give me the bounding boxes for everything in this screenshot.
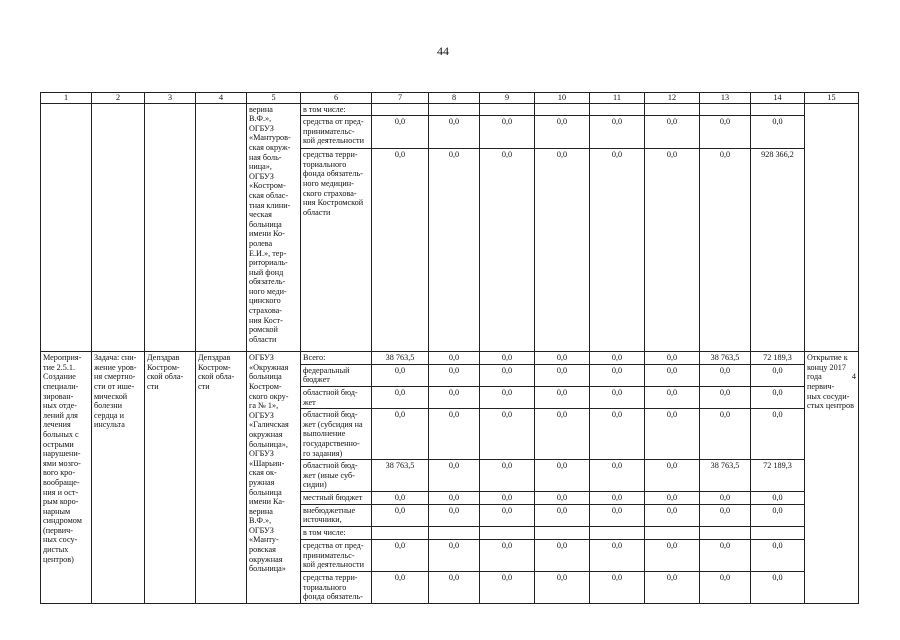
funding-source-cell: областной бюд- жет (иные суб- сидии)	[301, 460, 372, 492]
value-cell: 0,0	[590, 492, 645, 505]
value-cell: 0,0	[535, 539, 590, 571]
measure-cell: Мероприя- тие 2.5.1. Создание специали- зирован- ных отде- лений для лечения больных с острыми нарушени- ями мозго- вого кро- вообраще- ния и ост- рым коро- нарным синдромом (первич- ных сосу- дистых центров)	[41, 352, 92, 604]
value-cell: 0,0	[535, 352, 590, 365]
value-cell: 0,0	[700, 504, 751, 526]
value-cell: 0,0	[590, 409, 645, 460]
value-cell: 0,0	[700, 116, 751, 149]
value-cell: 0,0	[645, 364, 700, 386]
column-number: 1	[41, 93, 92, 104]
value-cell: 0,0	[480, 364, 535, 386]
funding-source-cell: федеральный бюджет	[301, 364, 372, 386]
value-cell: 0,0	[590, 539, 645, 571]
value-cell	[480, 526, 535, 539]
value-cell: 0,0	[751, 386, 805, 408]
empty-cell	[92, 103, 145, 352]
column-number: 15	[805, 93, 859, 104]
value-cell	[429, 526, 480, 539]
value-cell: 0,0	[372, 492, 429, 505]
value-cell: 0,0	[751, 492, 805, 505]
value-cell: 0,0	[700, 364, 751, 386]
value-cell: 0,0	[751, 116, 805, 149]
value-cell: 0,0	[480, 386, 535, 408]
value-cell: 0,0	[429, 571, 480, 603]
value-cell: 0,0	[480, 149, 535, 352]
value-cell: 0,0	[751, 571, 805, 603]
column-number: 5	[247, 93, 301, 104]
empty-cell	[145, 103, 196, 352]
value-cell: 0,0	[372, 116, 429, 149]
value-cell	[535, 526, 590, 539]
value-cell: 0,0	[751, 409, 805, 460]
value-cell: 0,0	[429, 409, 480, 460]
value-cell: 0,0	[372, 364, 429, 386]
value-cell: 0,0	[590, 352, 645, 365]
value-cell: 0,0	[590, 571, 645, 603]
column-number: 12	[645, 93, 700, 104]
value-cell: 0,0	[645, 571, 700, 603]
program-table	[40, 92, 859, 604]
page-number: 44	[437, 44, 449, 58]
value-cell: 38 763,5	[700, 352, 751, 365]
value-cell: 0,0	[372, 409, 429, 460]
value-cell: 0,0	[590, 116, 645, 149]
value-cell: 0,0	[429, 460, 480, 492]
empty-cell	[196, 103, 247, 352]
value-cell: 0,0	[429, 116, 480, 149]
coexecutor-cell: Депздрав Костром- ской обла- сти	[196, 352, 247, 604]
value-cell	[480, 103, 535, 116]
funding-source-cell: внебюджетные источники,	[301, 504, 372, 526]
value-cell: 0,0	[590, 149, 645, 352]
value-cell: 0,0	[429, 386, 480, 408]
column-number: 11	[590, 93, 645, 104]
value-cell: 0,0	[372, 149, 429, 352]
value-cell: 928 366,2	[751, 149, 805, 352]
value-cell: 0,0	[429, 492, 480, 505]
value-cell: 0,0	[645, 460, 700, 492]
column-number: 7	[372, 93, 429, 104]
value-cell: 0,0	[751, 364, 805, 386]
funding-source-cell: областной бюд- жет	[301, 386, 372, 408]
column-number: 2	[92, 93, 145, 104]
value-cell: 0,0	[751, 539, 805, 571]
value-cell: 0,0	[480, 460, 535, 492]
funding-source-cell: средства от пред- принимательс- кой деятельности	[301, 116, 372, 149]
table-row	[41, 352, 859, 365]
value-cell: 0,0	[535, 492, 590, 505]
value-cell: 0,0	[535, 386, 590, 408]
value-cell: 72 189,3	[751, 460, 805, 492]
value-cell	[535, 103, 590, 116]
funding-source-cell: Всего:	[301, 352, 372, 365]
value-cell: 0,0	[645, 149, 700, 352]
value-cell: 0,0	[535, 116, 590, 149]
value-cell	[751, 103, 805, 116]
value-cell: 0,0	[429, 504, 480, 526]
value-cell: 0,0	[535, 504, 590, 526]
value-cell: 0,0	[429, 539, 480, 571]
value-cell: 38 763,5	[700, 460, 751, 492]
column-number: 6	[301, 93, 372, 104]
value-cell	[700, 526, 751, 539]
value-cell: 0,0	[535, 364, 590, 386]
value-cell	[645, 526, 700, 539]
value-cell	[645, 103, 700, 116]
value-cell: 0,0	[480, 409, 535, 460]
value-cell: 38 763,5	[372, 352, 429, 365]
value-cell: 0,0	[700, 149, 751, 352]
value-cell: 0,0	[372, 386, 429, 408]
value-cell	[590, 526, 645, 539]
value-cell: 0,0	[700, 492, 751, 505]
funding-source-cell: в том числе:	[301, 103, 372, 116]
column-number: 3	[145, 93, 196, 104]
value-cell: 0,0	[645, 539, 700, 571]
value-cell	[700, 103, 751, 116]
value-cell: 38 763,5	[372, 460, 429, 492]
value-cell: 0,0	[590, 504, 645, 526]
value-cell: 0,0	[645, 492, 700, 505]
funding-source-cell: местный бюджет	[301, 492, 372, 505]
column-number: 9	[480, 93, 535, 104]
value-cell: 0,0	[700, 409, 751, 460]
column-numbers-row	[41, 93, 859, 104]
value-cell: 0,0	[590, 386, 645, 408]
column-number: 14	[751, 93, 805, 104]
task-cell: Задача: сни- жение уров- ня смертно- сти от ише- мической болезни сердца и инсульта	[92, 352, 145, 604]
table-row	[41, 103, 859, 116]
value-cell: 0,0	[700, 539, 751, 571]
value-cell: 0,0	[480, 116, 535, 149]
table-body	[41, 93, 859, 604]
value-cell: 0,0	[372, 504, 429, 526]
value-cell: 0,0	[429, 364, 480, 386]
value-cell: 0,0	[590, 460, 645, 492]
funding-source-cell: областной бюд- жет (субсидия на выполнение государственно- го задания)	[301, 409, 372, 460]
value-cell	[429, 103, 480, 116]
funding-source-cell: в том числе:	[301, 526, 372, 539]
value-cell	[372, 526, 429, 539]
value-cell: 0,0	[480, 492, 535, 505]
value-cell	[590, 103, 645, 116]
value-cell: 0,0	[645, 386, 700, 408]
empty-cell	[805, 103, 859, 352]
value-cell: 0,0	[590, 364, 645, 386]
value-cell: 0,0	[480, 504, 535, 526]
value-cell: 0,0	[700, 386, 751, 408]
value-cell: 0,0	[645, 409, 700, 460]
value-cell: 0,0	[429, 149, 480, 352]
value-cell: 0,0	[700, 571, 751, 603]
value-cell: 0,0	[429, 352, 480, 365]
value-cell: 0,0	[480, 539, 535, 571]
value-cell: 0,0	[372, 571, 429, 603]
value-cell: 0,0	[535, 149, 590, 352]
value-cell: 0,0	[372, 539, 429, 571]
executors-cell: верина В.Ф.», ОГБУЗ «Мантуров- ская окруж- ная боль- ница», ОГБУЗ «Костром- ская облас- тная клини- ческая больница имени Ко- ролева Е.И.», тер- риториаль- ный фонд обязатель- ного меди- цинского страхова- ния Кост- ромской области	[247, 103, 301, 352]
value-cell: 0,0	[645, 504, 700, 526]
value-cell: 0,0	[535, 460, 590, 492]
result-cell: Открытие к концу 2017 года 4 первич- ных сосуди- стых центров	[805, 352, 859, 604]
value-cell: 0,0	[645, 116, 700, 149]
value-cell: 0,0	[535, 571, 590, 603]
value-cell: 0,0	[535, 409, 590, 460]
empty-cell	[41, 103, 92, 352]
value-cell	[751, 526, 805, 539]
column-number: 4	[196, 93, 247, 104]
funding-source-cell: средства терри- ториального фонда обязатель- ного медицин- ского страхова- ния Костромской области	[301, 149, 372, 352]
column-number: 8	[429, 93, 480, 104]
value-cell: 0,0	[480, 571, 535, 603]
value-cell: 0,0	[645, 352, 700, 365]
column-number: 13	[700, 93, 751, 104]
value-cell	[372, 103, 429, 116]
value-cell: 0,0	[480, 352, 535, 365]
value-cell: 0,0	[751, 504, 805, 526]
customer-cell: Депздрав Костром- ской обла- сти	[145, 352, 196, 604]
value-cell: 72 189,3	[751, 352, 805, 365]
column-number: 10	[535, 93, 590, 104]
funding-source-cell: средства от пред- принимательс- кой деятельности	[301, 539, 372, 571]
executors-cell: ОГБУЗ «Окружная больница Костром- ского окру- га № 1», ОГБУЗ «Галичская окружная больница», ОГБУЗ «Шарьин- ская ок- ружная больница имени Ка- верина В.Ф.», ОГБУЗ «Манту- ровская окружная больница»	[247, 352, 301, 604]
funding-source-cell: средства терри- ториального фонда обязатель-	[301, 571, 372, 603]
